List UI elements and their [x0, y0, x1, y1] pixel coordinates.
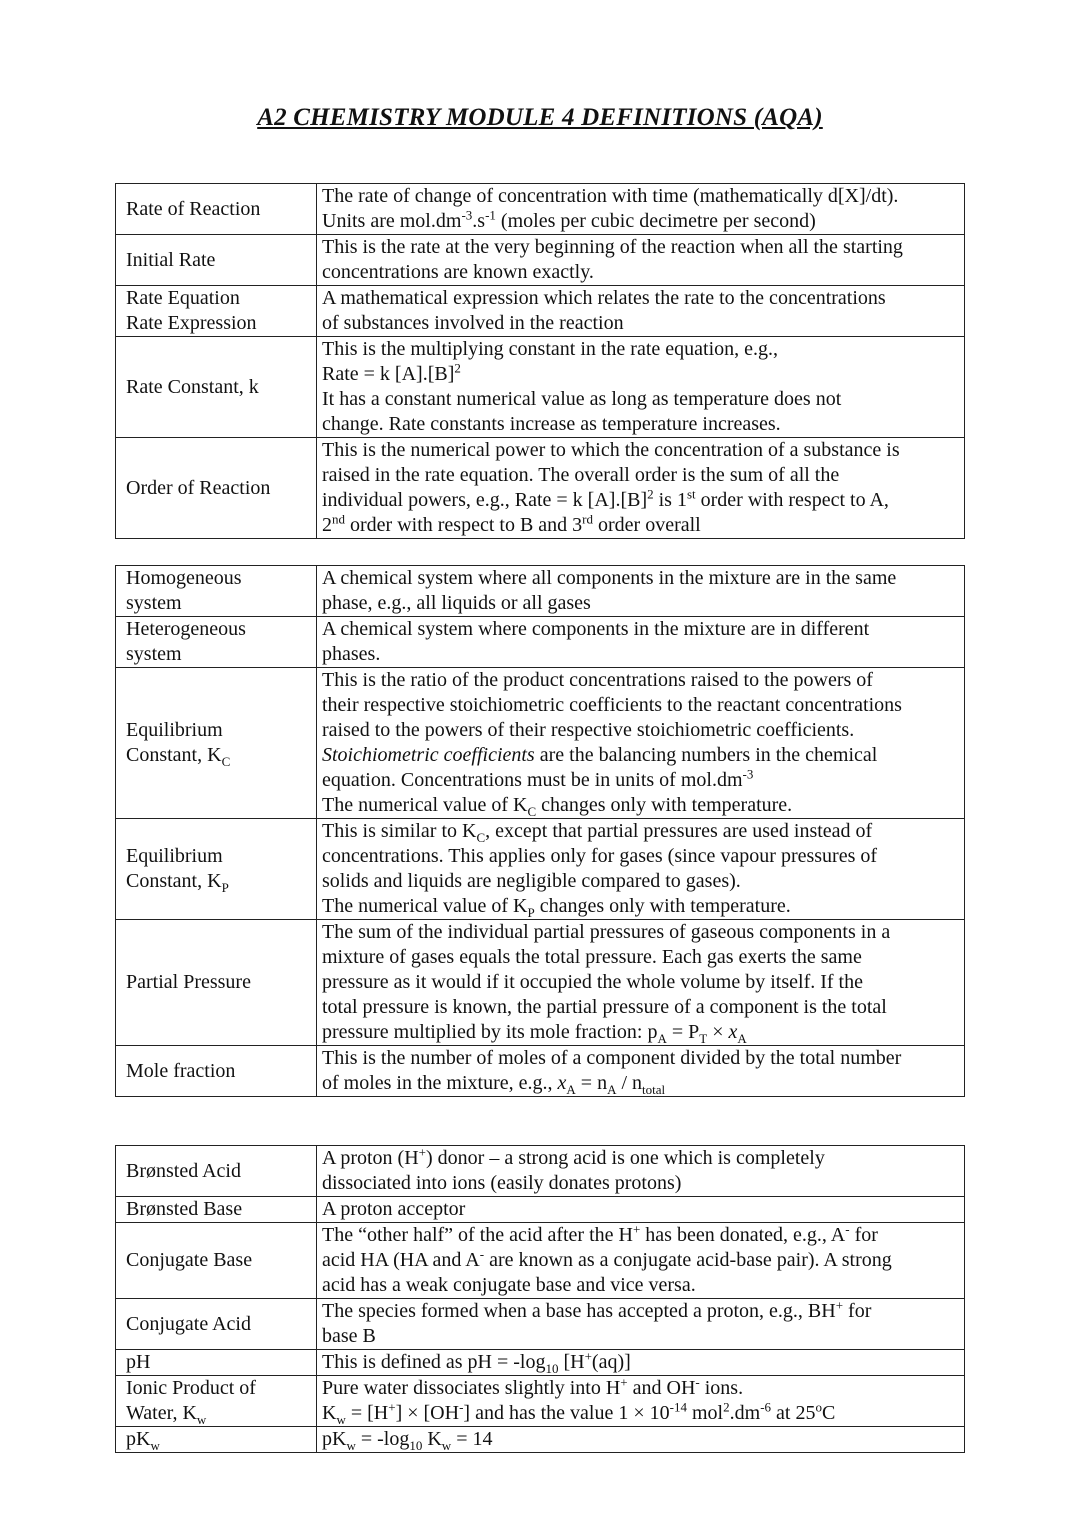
definition-line: acid HA (HA and A- are known as a conjugate acid-base pair). A strong — [322, 1248, 892, 1271]
definition-line: This is the number of moles of a component divided by the total number — [322, 1047, 902, 1069]
definition-line: Stoichiometric coefficients are the balancing numbers in the chemical — [322, 744, 878, 766]
table-equilibria — [115, 565, 965, 1097]
definition-cell — [317, 1376, 965, 1427]
term-line: Rate Equation — [126, 287, 240, 309]
definition-line: This is similar to $K_C$, except that partial pressures are used instead of — [322, 820, 873, 844]
definition-line: This is the rate at the very beginning of the reaction when all the starting — [322, 236, 903, 258]
definition-cell — [317, 920, 965, 1046]
table-row — [116, 1299, 965, 1350]
definition-line: pressure multiplied by its mole fraction: $p_A = P_T \times x_A$ — [322, 1021, 747, 1045]
definition-line: of moles in the mixture, e.g., $x_A = n_A / n_{total}$ — [322, 1072, 666, 1096]
table-row — [116, 819, 965, 920]
definition-line: pressure as it would if it occupied the whole volume by itself. If the — [322, 971, 863, 993]
definition-cell — [317, 438, 965, 539]
definition-line: A proton (H+) donor – a strong acid is one which is completely — [322, 1146, 825, 1169]
definition-cell — [317, 235, 965, 286]
definition-line: of substances involved in the reaction — [322, 312, 624, 334]
definition-cell — [317, 1427, 965, 1453]
term-cell — [116, 819, 317, 920]
definition-line: This is defined as pH = $-\log_{10}$ [H+(aq)] — [322, 1350, 631, 1375]
term-cell — [116, 566, 317, 617]
term-line: Rate Constant, k — [126, 375, 259, 398]
table-row — [116, 566, 965, 617]
definition-cell — [317, 668, 965, 819]
definition-cell — [317, 566, 965, 617]
definition-line: The numerical value of $K_C$ changes only with temperature. — [322, 794, 793, 818]
definition-line: concentrations are known exactly. — [322, 261, 594, 283]
definition-line: The numerical value of $K_P$ changes only with temperature. — [322, 895, 791, 919]
definition-line: This is the ratio of the product concentrations raised to the powers of — [322, 669, 873, 691]
definition-line: acid has a weak conjugate base and vice versa. — [322, 1274, 696, 1296]
term-cell — [116, 1427, 317, 1453]
definition-line: The species formed when a base has accepted a proton, e.g., BH+ for — [322, 1299, 872, 1322]
table-row — [116, 438, 965, 539]
term-cell — [116, 920, 317, 1046]
term-line: Equilibrium — [126, 845, 223, 867]
definition-cell — [317, 819, 965, 920]
table-row — [116, 617, 965, 668]
table-row — [116, 920, 965, 1046]
term-cell — [116, 1223, 317, 1299]
table-row — [116, 1427, 965, 1453]
definition-line: It has a constant numerical value as long as temperature does not — [322, 388, 842, 410]
term-line: Conjugate Base — [126, 1249, 253, 1271]
definition-line: A mathematical expression which relates the rate to the concentrations — [322, 287, 886, 309]
table-row — [116, 337, 965, 438]
term-cell — [116, 1146, 317, 1197]
definition-line: change. Rate constants increase as temperature increases. — [322, 413, 781, 435]
term-line: Rate Expression — [126, 312, 257, 334]
term-line: Constant, $K_C$ — [126, 744, 231, 768]
term-line: Rate of Reaction — [126, 197, 261, 220]
definition-line: raised to the powers of their respective stoichiometric coefficients. — [322, 719, 855, 741]
definition-line: This is the multiplying constant in the rate equation, e.g., — [322, 338, 779, 360]
definition-line: dissociated into ions (easily donates protons) — [322, 1172, 682, 1194]
definition-line: base B — [322, 1325, 376, 1347]
term-cell — [116, 438, 317, 539]
definition-line: A chemical system where all components in the mixture are in the same — [322, 567, 897, 589]
term-line: Order of Reaction — [126, 476, 271, 499]
definition-line: Pure water dissociates slightly into H+ and OH- ions. — [322, 1376, 744, 1399]
definition-line: individual powers, e.g., Rate = k $[A].[B]^2$ is 1st order with respect to A, — [322, 488, 889, 511]
definition-cell — [317, 184, 965, 235]
term-line: Constant, $K_P$ — [126, 870, 229, 894]
definition-line: concentrations. This applies only for gases (since vapour pressures of — [322, 845, 878, 867]
table-row — [116, 286, 965, 337]
term-line: system — [126, 592, 182, 614]
term-cell — [116, 184, 317, 235]
definition-line: solids and liquids are negligible compared to gases). — [322, 870, 741, 892]
term-line: Homogeneous — [126, 567, 242, 589]
term-line: Mole fraction — [126, 1059, 236, 1082]
term-line: Water, $K_w$ — [126, 1402, 207, 1426]
definition-cell — [317, 1046, 965, 1097]
term-cell — [116, 1299, 317, 1350]
definition-line: phase, e.g., all liquids or all gases — [322, 592, 591, 614]
definition-line: A proton acceptor — [322, 1198, 466, 1220]
term-cell — [116, 1046, 317, 1097]
definition-line: 2nd order with respect to B and 3rd order overall — [322, 513, 701, 536]
term-cell — [116, 668, 317, 819]
term-cell — [116, 617, 317, 668]
term-line: Brønsted Acid — [126, 1159, 241, 1182]
term-cell — [116, 337, 317, 438]
definition-line: $pK_w = -\log_{10}$ $K_w = 14$ — [322, 1428, 493, 1452]
definition-line: equation. Concentrations must be in units of $mol.dm^{-3}$ — [322, 768, 754, 791]
term-line: pH — [126, 1351, 151, 1373]
term-line: $pK_w$ — [126, 1428, 160, 1452]
definition-cell — [317, 1146, 965, 1197]
definition-line: Rate = k $[A].[B]^2$ — [322, 362, 461, 385]
definition-line: The sum of the individual partial pressures of gaseous components in a — [322, 921, 891, 943]
definition-line: mixture of gases equals the total pressure. Each gas exerts the same — [322, 946, 862, 968]
definition-line: phases. — [322, 643, 381, 665]
term-line: Conjugate Acid — [126, 1312, 251, 1335]
term-cell — [116, 1376, 317, 1427]
table-row — [116, 1223, 965, 1299]
definition-cell — [317, 286, 965, 337]
definition-cell — [317, 1223, 965, 1299]
table-row — [116, 668, 965, 819]
table-row — [116, 1046, 965, 1097]
term-cell — [116, 235, 317, 286]
term-cell — [116, 1197, 317, 1223]
definition-cell — [317, 617, 965, 668]
definition-cell — [317, 1299, 965, 1350]
definition-cell — [317, 1197, 965, 1223]
term-cell — [116, 1350, 317, 1376]
table-row — [116, 1146, 965, 1197]
definition-line: The rate of change of concentration with time (mathematically d[X]/dt). — [322, 185, 899, 207]
table-row — [116, 235, 965, 286]
definition-line: This is the numerical power to which the concentration of a substance is — [322, 439, 900, 461]
definition-line: total pressure is known, the partial pressure of a component is the total — [322, 996, 887, 1018]
term-line: Heterogeneous — [126, 618, 246, 640]
definition-cell — [317, 1350, 965, 1376]
definition-line: Units are $mol.dm^{-3}.s^{-1}$ (moles per cubic decimetre per second) — [322, 209, 816, 232]
term-line: Brønsted Base — [126, 1198, 243, 1220]
table-row — [116, 1376, 965, 1427]
table-acids-bases — [115, 1145, 965, 1453]
term-line: Partial Pressure — [126, 971, 251, 993]
term-cell — [116, 286, 317, 337]
definition-cell — [317, 337, 965, 438]
definition-line: raised in the rate equation. The overall order is the sum of all the — [322, 464, 840, 486]
table-rates — [115, 183, 965, 539]
term-line: system — [126, 643, 182, 665]
definition-line: The “other half” of the acid after the H+ has been donated, e.g., A- for — [322, 1223, 878, 1246]
page-title: A2 CHEMISTRY MODULE 4 DEFINITIONS (AQA) — [257, 104, 823, 131]
definition-line: their respective stoichiometric coefficients to the reactant concentrations — [322, 694, 902, 716]
term-line: Equilibrium — [126, 719, 223, 741]
term-line: Initial Rate — [126, 248, 216, 271]
definition-line: A chemical system where components in the mixture are in different — [322, 618, 870, 640]
table-row — [116, 184, 965, 235]
table-row — [116, 1197, 965, 1223]
table-row — [116, 1350, 965, 1376]
term-line: Ionic Product of — [126, 1377, 256, 1399]
definition-line: $K_w = [H^+] \times [OH^-]$ and has the value $1 \times 10^{-14}$ $mol^2.dm^{-6}$ at 25$^o$C — [322, 1401, 836, 1426]
